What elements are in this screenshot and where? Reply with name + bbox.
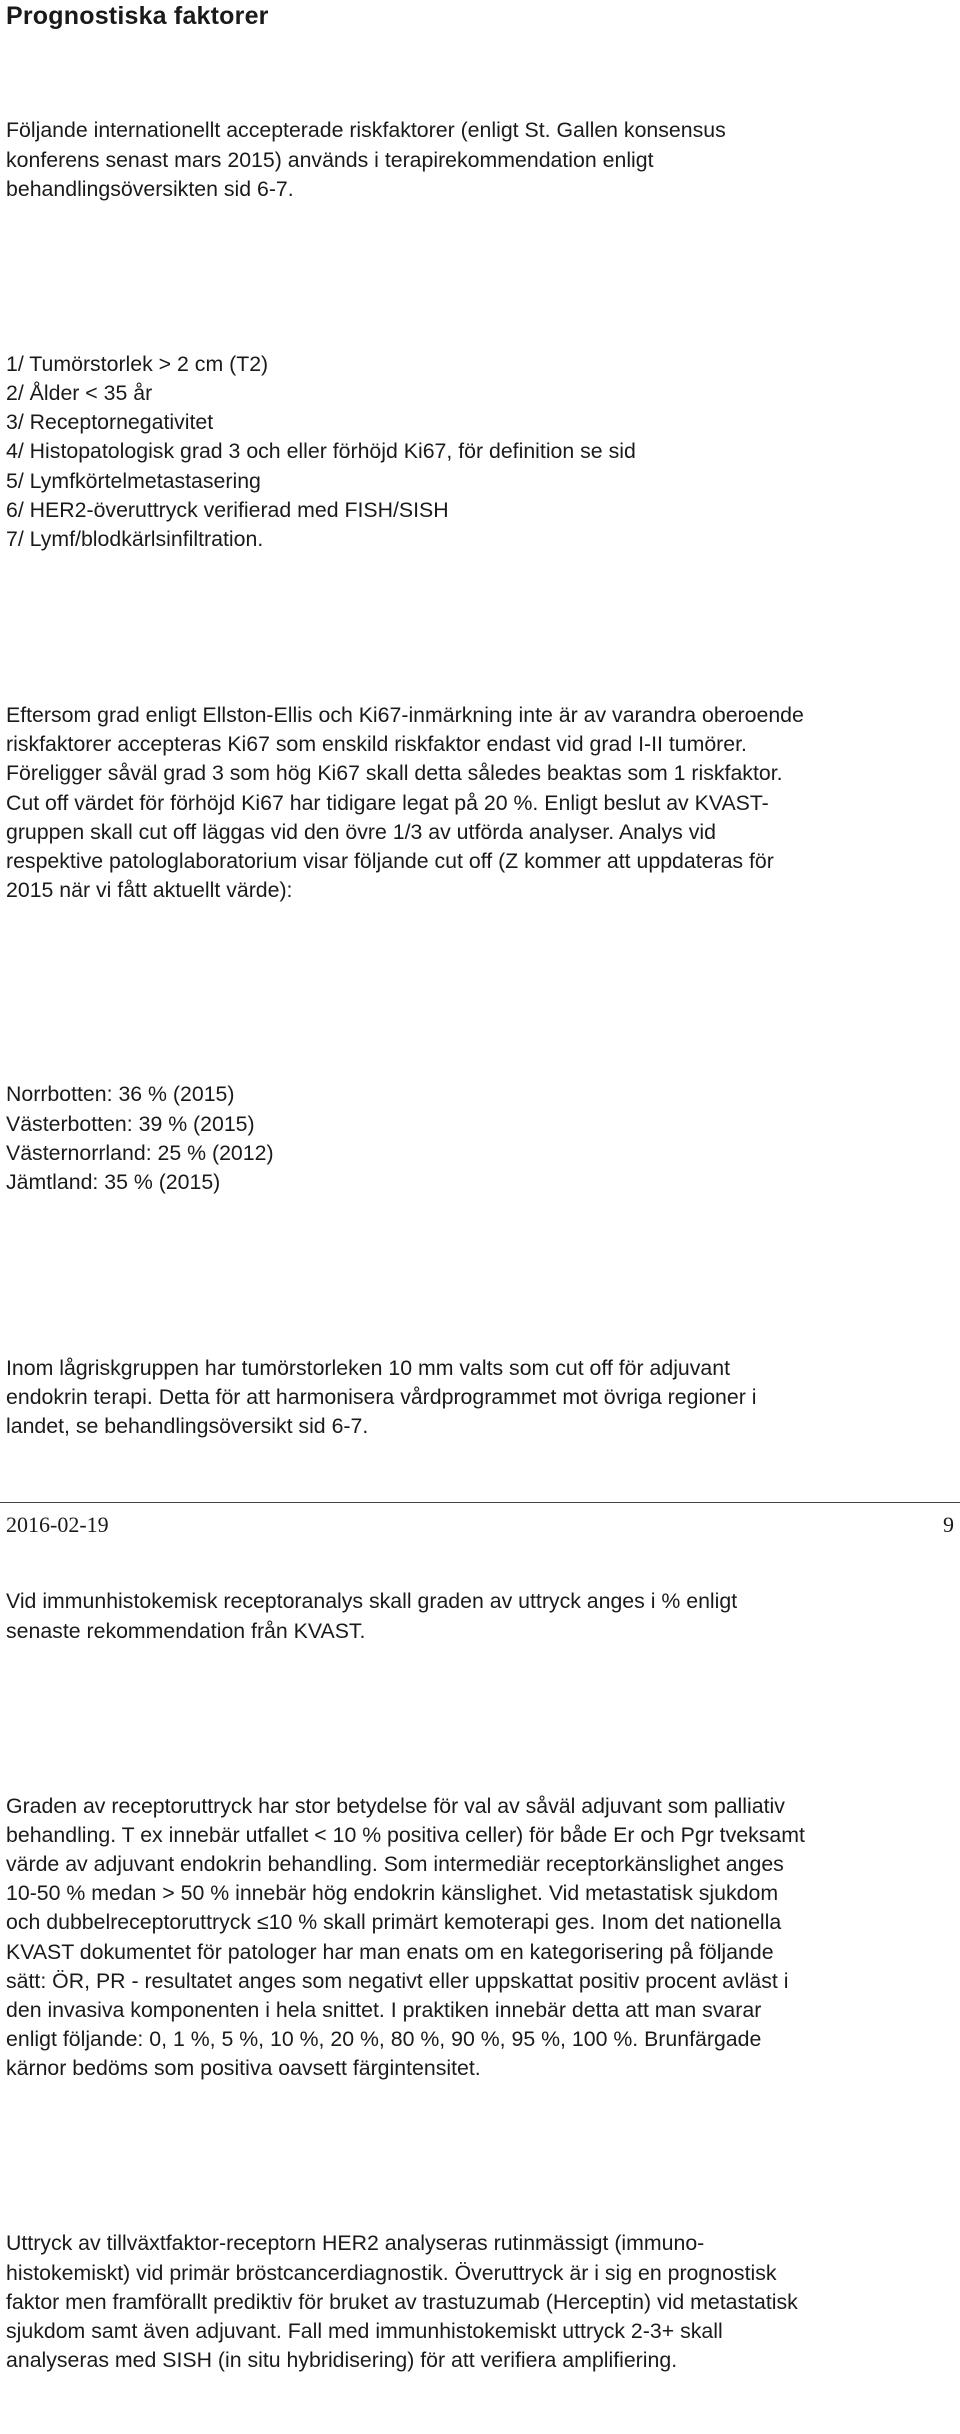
her2-line: analyseras med SISH (in situ hybridisering) för att verifiera amplifiering. [6, 2348, 678, 2373]
intro-paragraph [6, 58, 954, 262]
receptor-line: och dubbelreceptoruttryck ≤10 % skall primärt kemoterapi ges. Inom det nationella [6, 1910, 782, 1935]
page-number: 9 [943, 1512, 954, 1537]
her2-line: faktor men framförallt prediktiv för bruket av trastuzumab (Herceptin) vid metastatisk [6, 2289, 798, 2314]
risk-factor-item: 3/ Receptornegativitet [6, 410, 214, 435]
receptor-line: behandling. T ex innebär utfallet < 10 % positiva celler) för både Er och Pgr tveksamt [6, 1822, 805, 1847]
region-cutoff-item: Jämtland: 35 % (2015) [6, 1169, 221, 1194]
ki67-line: respektive patologlaboratorium visar följande cut off (Z kommer att uppdateras för [6, 849, 774, 874]
ki67-line: Cut off värdet för förhöjd Ki67 har tidigare legat på 20 %. Enligt beslut av KVAST- [6, 790, 769, 815]
intro-line: Följande internationellt accepterade riskfaktorer (enligt St. Gallen konsensus [6, 118, 726, 143]
low-risk-line: endokrin terapi. Detta för att harmonisera vårdprogrammet mot övriga regioner i [6, 1385, 757, 1410]
footer-date: 2016-02-19 [6, 1512, 109, 1537]
risk-factor-item: 2/ Ålder < 35 år [6, 381, 153, 406]
low-risk-line: landet, se behandlingsöversikt sid 6-7. [6, 1414, 369, 1439]
region-cutoff-item: Norrbotten: 36 % (2015) [6, 1082, 235, 1107]
low-risk-paragraph [6, 1296, 954, 1500]
risk-factor-item: 4/ Histopatologisk grad 3 och eller förhöjd Ki67, för definition se sid [6, 439, 636, 464]
risk-factor-item: 7/ Lymf/blodkärlsinfiltration. [6, 527, 264, 552]
receptor-line: enligt följande: 0, 1 %, 5 %, 10 %, 20 %, 80 %, 90 %, 95 %, 100 %. Brunfärgade [6, 2027, 762, 2052]
receptor-line: KVAST dokumentet för patologer har man enats om en kategorisering på följande [6, 1939, 774, 1964]
ihc-line: senaste rekommendation från KVAST. [6, 1618, 366, 1643]
region-cutoff-item: Västerbotten: 39 % (2015) [6, 1111, 255, 1136]
ki67-paragraph [6, 643, 954, 964]
intro-line: behandlingsöversikten sid 6-7. [6, 176, 294, 201]
ihc-paragraph [6, 1529, 954, 1704]
ki67-line: Eftersom grad enligt Ellston-Ellis och Ki67-inmärkning inte är av varandra oberoende [6, 703, 804, 728]
receptor-paragraph [6, 1733, 954, 2142]
ki67-line: riskfaktorer accepteras Ki67 som enskild riskfaktor endast vid grad I-II tumörer. [6, 732, 747, 757]
region-cutoff-list [6, 1022, 954, 1256]
her2-line: Uttryck av tillväxtfaktor-receptorn HER2 analyseras rutinmässigt (immuno- [6, 2231, 705, 2256]
her2-line: histokemiskt) vid primär bröstcancerdiagnostik. Överuttryck är i sig en prognostisk [6, 2260, 777, 2285]
her2-line: sjukdom samt även adjuvant. Fall med immunhistokemiskt uttryck 2-3+ skall [6, 2319, 723, 2344]
receptor-line: Graden av receptoruttryck har stor betydelse för val av såväl adjuvant som palliativ [6, 1793, 785, 1818]
document-page [6, 0, 954, 2434]
risk-factor-item: 1/ Tumörstorlek > 2 cm (T2) [6, 351, 269, 376]
ki67-line: Föreligger såväl grad 3 som hög Ki67 skall detta således beaktas som 1 riskfaktor. [6, 761, 783, 786]
low-risk-line: Inom lågriskgruppen har tumörstorleken 10 mm valts som cut off för adjuvant [6, 1355, 731, 1380]
receptor-line: 10-50 % medan > 50 % innebär hög endokrin känslighet. Vid metastatisk sjukdom [6, 1881, 779, 1906]
receptor-line: kärnor bedöms som positiva oavsett färgintensitet. [6, 2056, 481, 2081]
receptor-line: den invasiva komponenten i hela snittet. I praktiken innebär detta att man svarar [6, 1997, 762, 2022]
receptor-line: sätt: ÖR, PR - resultatet anges som negativt eller uppskattat positiv procent avläst i [6, 1968, 789, 1993]
page-title: Prognostiska faktorer [6, 2, 269, 30]
her2-paragraph [6, 2171, 954, 2434]
region-cutoff-item: Västernorrland: 25 % (2012) [6, 1140, 274, 1165]
risk-factor-list [6, 291, 954, 612]
receptor-line: värde av adjuvant endokrin behandling. Som intermediär receptorkänslighet anges [6, 1851, 784, 1876]
ki67-line: gruppen skall cut off läggas vid den övre 1/3 av utförda analyser. Analys vid [6, 819, 716, 844]
footer-divider [0, 1502, 960, 1503]
intro-line: konferens senast mars 2015) används i terapirekommendation enligt [6, 147, 654, 172]
ki67-line: 2015 när vi fått aktuellt värde): [6, 878, 293, 903]
risk-factor-item: 6/ HER2-överuttryck verifierad med FISH/SISH [6, 497, 449, 522]
ihc-line: Vid immunhistokemisk receptoranalys skall graden av uttryck anges i % enligt [6, 1589, 738, 1614]
risk-factor-item: 5/ Lymfkörtelmetastasering [6, 468, 261, 493]
